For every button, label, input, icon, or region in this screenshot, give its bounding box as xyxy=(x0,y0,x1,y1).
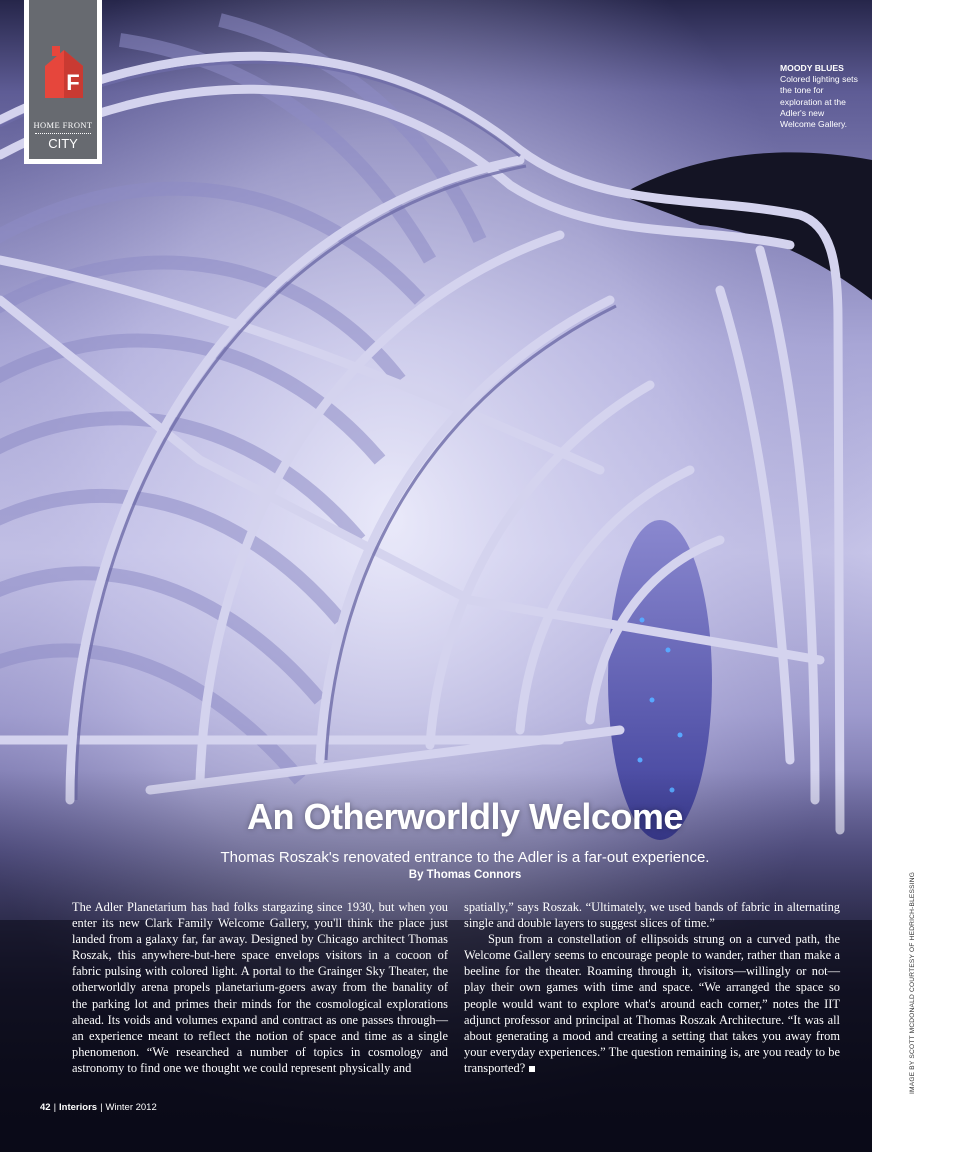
folio-divider: | xyxy=(100,1102,103,1113)
page-number: 42 xyxy=(40,1102,51,1113)
department-label: HOME FRONT xyxy=(33,120,93,130)
badge-divider xyxy=(35,133,91,134)
magazine-name: Interiors xyxy=(59,1102,98,1113)
photo-caption xyxy=(780,63,860,130)
caption-text: Colored lighting sets the tone for exploration at the Adler's new Welcome Gallery. xyxy=(780,74,858,130)
photo-credit: IMAGE BY SCOTT MCDONALD COURTESY OF HEDRICH-BLESSING xyxy=(909,871,916,1094)
department-badge-panel xyxy=(29,0,97,159)
article-dek: Thomas Roszak's renovated entrance to the Adler is a far-out experience. xyxy=(220,849,710,866)
article-headline: An Otherworldly Welcome xyxy=(247,796,683,837)
body-column-2 xyxy=(464,899,840,1076)
caption-heading: MOODY BLUES xyxy=(780,63,844,73)
department-badge xyxy=(24,0,102,164)
issue-date: Winter 2012 xyxy=(105,1102,157,1113)
body-column-1 xyxy=(72,899,448,1076)
body-paragraph: The Adler Planetarium has had folks stargazing since 1930, but when you enter its new Clark Family Welcome Gallery, you'll think the place just landed from a galaxy far, far away. Designed by Chicago architect Thomas Roszak, this anywhere-but-here space envelops visitors in a cocoon of fabric pulsing with colored light. A portal to the Grainger Sky Theater, the otherworldly arena propels planetarium-goers away from the banality of the parking lot and primes their minds for the cosmological explorations ahead. Its voids and volumes expand and contract as one passes through—an experience meant to reflect the notion of space and time as a single phenomenon. “We researched a number of topics in cosmology and astronomy to find one we thought we could represent physically and xyxy=(72,900,448,1075)
body-paragraph-final xyxy=(464,931,840,1076)
folio xyxy=(40,1102,157,1113)
logo-letter: F xyxy=(66,70,80,95)
house-logo-icon xyxy=(42,44,86,100)
section-label: CITY xyxy=(48,136,78,151)
article-byline: By Thomas Connors xyxy=(408,869,522,881)
body-paragraph-text: Spun from a constellation of ellipsoids strung on a curved path, the Welcome Gallery seems to encourage people to wander, rather than make a beeline for the theater. Roaming through it, visitors—willingly or not—play their own games with time and space. “We arranged the space so people would want to explore what's around each corner,” notes the IIT adjunct professor and principal at Thomas Roszak Architecture. “It was all about generating a mood and creating a setting that takes you away from your everyday experiences.” The question remaining is, are you ready to be transported? xyxy=(464,932,840,1075)
end-mark-icon xyxy=(529,1066,535,1072)
body-paragraph: spatially,” says Roszak. “Ultimately, we used bands of fabric in alternating single and double layers to suggest slices of time.” xyxy=(464,900,840,931)
folio-divider: | xyxy=(53,1102,57,1113)
